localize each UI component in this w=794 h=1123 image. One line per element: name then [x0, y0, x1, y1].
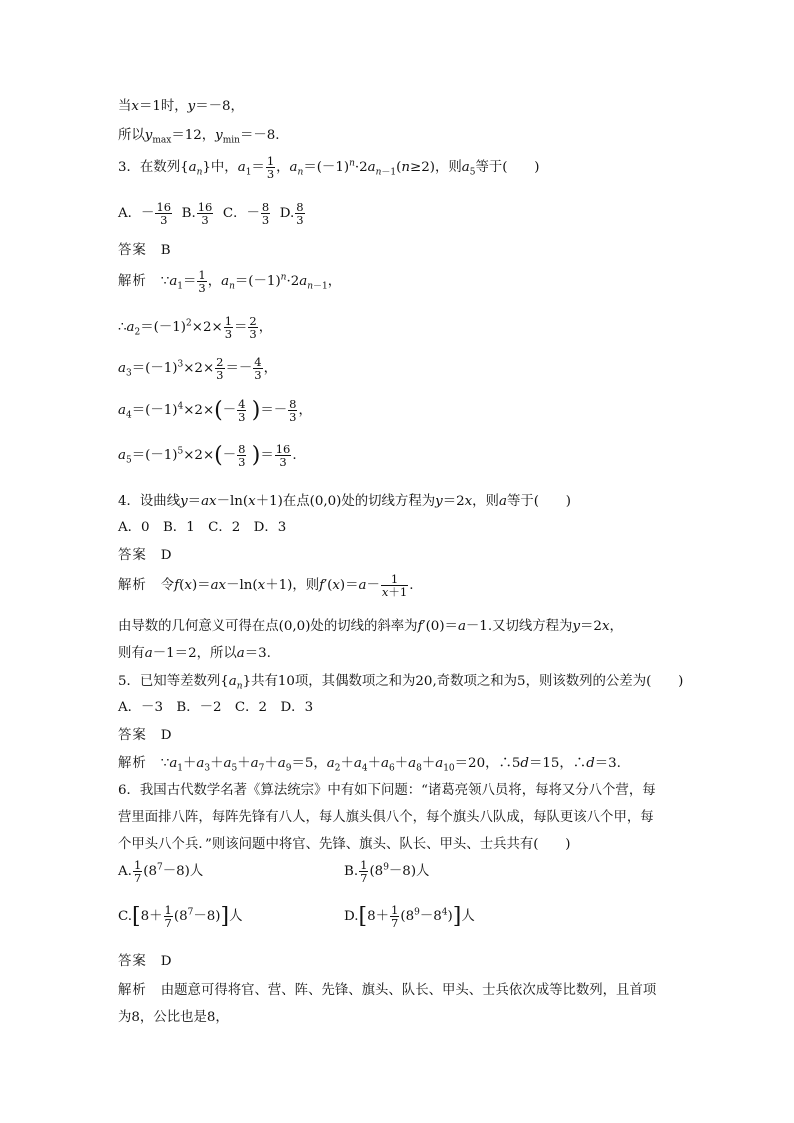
- solution-line: 解析 令f(x)＝ax－ln(x＋1)，则f′(x)＝a－ $\frac{1}{x+1}$ .: [118, 572, 414, 599]
- question-4: 4．设曲线y＝ax－ln(x＋1)在点(0,0)处的切线方程为y＝2x，则a等于( ): [118, 494, 571, 509]
- answer-line: [118, 239, 171, 258]
- solution-line: $\therefore a_2=(-1)^2\times 2\times$ $\frac{1}{3}$ ＝ $\frac{2}{3}$ ，: [118, 314, 273, 341]
- answer-label: 答案: [118, 728, 147, 743]
- question-6-options-ab: A. $\frac{1}{7}$ $(8^7-8)$人 B. $\frac{1}{7}$ $(8^9-8)$人: [118, 858, 430, 885]
- solution-label: 解析: [118, 756, 147, 771]
- text-line: 当x＝1时，y＝－8，: [118, 99, 244, 114]
- answer-value: B: [160, 243, 171, 258]
- solution-text: 由题意可得将官、营、阵、先锋、旗头、队长、甲头、士兵依次成等比数列，且首项: [160, 983, 657, 998]
- solution-line: $a_3=(-1)^3\times 2\times$ $\frac{2}{3}$ ＝－ $\frac{4}{3}$ ，: [118, 355, 277, 382]
- solution-line: 解析 $\because a_1+a_3+a_5+a_7+a_9=5$，$a_2+a_4+a_6+a_8+a_{10}=20$，∴5d＝15，∴d＝3.: [118, 756, 621, 774]
- answer-line: [118, 724, 172, 743]
- text-line: 所以$y_{max}=12$，$y_{min}=-8$.: [118, 128, 280, 146]
- question-3-options: A．－ $\frac{16}{3}$ B. $\frac{16}{3}$ C．－ $\frac{8}{3}$ D. $\frac{8}{3}$: [118, 200, 304, 227]
- answer-label: 答案: [118, 954, 147, 969]
- question-6-options-cd: C.[8＋ $\frac{1}{7}$ $(8^7-8)$]人 D.[8＋ $\frac{1}{7}$ $(8^9-8^4)$]人: [118, 903, 475, 930]
- solution-line: $a_5=(-1)^5\times 2\times(-$ $\frac{8}{3}$ )＝ $\frac{16}{3}$ .: [118, 442, 297, 469]
- question-3: 3．在数列$\{a_n\}$中，$a_1=$ $\frac{1}{3}$ ，$a_n=(-1)^n\cdot 2a_{n-1}(n\ge 2)$，则$a_5$等于( ): [118, 154, 540, 181]
- fraction: $\frac{1}{3}$: [266, 154, 275, 181]
- solution-label: 解析: [118, 983, 147, 998]
- solution-line: $a_4=(-1)^4\times 2\times(-$ $\frac{4}{3}$ )＝－ $\frac{8}{3}$ ，: [118, 397, 312, 424]
- solution-label: 解析: [118, 578, 147, 593]
- solution-label: 解析: [118, 274, 147, 289]
- answer-value: D: [160, 548, 172, 563]
- question-6-line: 营里面排八阵，每阵先锋有八人，每人旗头俱八个，每个旗头八队成，每队更该八个甲，每: [118, 810, 654, 825]
- answer-value: D: [160, 954, 172, 969]
- answer-value: D: [160, 728, 172, 743]
- question-5-options: A．－3 B．－2 C．2 D．3: [118, 700, 314, 715]
- answer-line: [118, 544, 172, 563]
- answer-line: [118, 950, 172, 969]
- question-6-line: 6．我国古代数学名著《算法统宗》中有如下问题：“诸葛亮领八员将，每将又分八个营，每: [118, 783, 656, 798]
- answer-label: 答案: [118, 243, 147, 258]
- question-5: 5．已知等差数列$\{a_n\}$共有10项，其偶数项之和为20,奇数项之和为5，则该数列的公差为( ): [118, 674, 684, 692]
- question-4-options: A．0 B．1 C．2 D．3: [118, 520, 287, 535]
- solution-line: [118, 979, 656, 998]
- question-6-line: 个甲头八个兵．”则该问题中将官、先锋、旗头、队长、甲头、士兵共有( ): [118, 837, 571, 852]
- solution-line: 为8，公比也是8，: [118, 1010, 229, 1025]
- solution-line: 解析 $\because a_1=$ $\frac{1}{3}$ ，$a_n=(-1)^n\cdot 2a_{n-1}$，: [118, 268, 342, 295]
- answer-label: 答案: [118, 548, 147, 563]
- solution-line: 由导数的几何意义可得在点(0,0)处的切线的斜率为f′(0)＝a－1.又切线方程为y＝2x，: [118, 619, 623, 634]
- solution-line: 则有a－1＝2，所以a＝3.: [118, 646, 271, 661]
